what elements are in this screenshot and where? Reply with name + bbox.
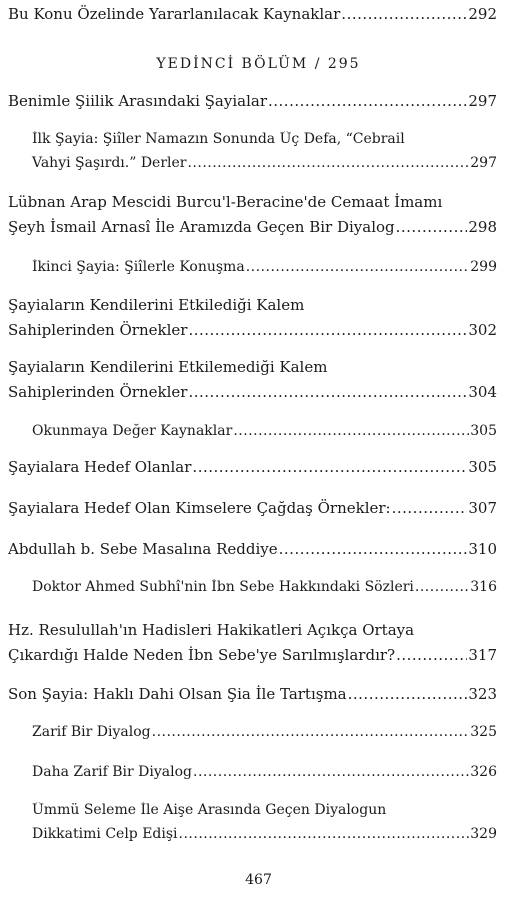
toc-entry [0, 5, 517, 27]
toc-entry [0, 540, 517, 562]
toc-entry [0, 423, 517, 445]
leader-dots [188, 383, 467, 401]
leader-dots [341, 5, 467, 23]
toc-entry [0, 458, 517, 480]
toc-entry [0, 621, 517, 668]
toc-entry [0, 131, 517, 177]
entry-title: Bu Konu Özelinde Yararlanılacak Kaynaklar [8, 5, 341, 23]
leader-dots [193, 764, 469, 780]
entry-title: Hz. Resulullah'ın Hadisleri Hakikatleri Açıkça Ortaya [8, 621, 415, 639]
leader-dots [268, 92, 467, 110]
toc-entry [0, 499, 517, 521]
entry-page: 302 [468, 321, 497, 339]
entry-title: İkinci Şayia: Şiîlerle Konuşma [32, 259, 245, 275]
entry-page: 329 [470, 826, 497, 842]
entry-title-continued: Sahiplerinden Örnekler [8, 321, 188, 339]
leader-dots [152, 724, 470, 740]
toc-entry [0, 579, 517, 601]
leader-dots [179, 826, 470, 842]
leader-dots [187, 155, 469, 171]
leader-dots [279, 540, 468, 558]
entry-page: 297 [470, 155, 497, 171]
entry-page: 317 [468, 646, 497, 664]
leader-dots [348, 685, 468, 703]
entry-title: Zarif Bir Diyalog [32, 724, 151, 740]
entry-title: Son Şayia: Haklı Dahi Olsan Şia İle Tartışma [8, 685, 347, 703]
toc-entry [0, 724, 517, 746]
entry-title: Şayialara Hedef Olanlar [8, 458, 192, 476]
entry-title: Şayialara Hedef Olan Kimselere Çağdaş Örnekler: [8, 499, 391, 517]
toc-entry [0, 685, 517, 707]
toc-entry [0, 296, 517, 343]
leader-dots [188, 321, 467, 339]
toc-entry [0, 358, 517, 405]
entry-page: 297 [468, 92, 497, 110]
entry-page: 298 [468, 218, 497, 236]
toc-entry [0, 764, 517, 786]
entry-title: Abdullah b. Sebe Masalına Reddiye [8, 540, 278, 558]
chapter-heading: YEDİNCİ BÖLÜM / 295 [156, 56, 361, 72]
leader-dots [396, 646, 467, 664]
entry-page: 292 [468, 5, 497, 23]
entry-page: 326 [470, 764, 497, 780]
entry-title-continued: Sahiplerinden Örnekler [8, 383, 188, 401]
entry-page: 305 [468, 458, 497, 476]
entry-title: İlk Şayia: Şiîler Namazın Sonunda Üç Defa, “Cebrail [32, 131, 405, 147]
entry-page: 310 [468, 540, 497, 558]
entry-page: 307 [468, 499, 497, 517]
toc-entry [0, 802, 517, 848]
entry-title-continued: Vahyi Şaşırdı.” Derler [32, 155, 187, 171]
entry-page: 304 [468, 383, 497, 401]
entry-title: Lübnan Arap Mescidi Burcu'l-Beracine'de Cemaat İmamı [8, 193, 443, 211]
entry-title: Daha Zarif Bir Diyalog [32, 764, 192, 780]
entry-title: Doktor Ahmed Subhî'nin İbn Sebe Hakkındaki Sözleri [32, 579, 414, 595]
page-number: 467 [245, 872, 272, 888]
entry-title: Şayiaların Kendilerini Etkilemediği Kalem [8, 358, 328, 376]
entry-title: Ümmü Seleme İle Aişe Arasında Geçen Diyalogun [32, 802, 387, 818]
toc-entry [0, 92, 517, 114]
leader-dots [233, 423, 469, 439]
entry-title-continued: Dikkatimi Celp Edişi [32, 826, 178, 842]
entry-page: 323 [468, 685, 497, 703]
leader-dots [396, 218, 468, 236]
leader-dots [192, 458, 467, 476]
entry-title-continued: Çıkardığı Halde Neden İbn Sebe'ye Sarılmışlardır? [8, 646, 396, 664]
entry-page: 316 [470, 579, 497, 595]
entry-page: 305 [470, 423, 497, 439]
entry-title: Okunmaya Değer Kaynaklar [32, 423, 233, 439]
leader-dots [415, 579, 469, 595]
entry-title: Benimle Şiilik Arasındaki Şayialar [8, 92, 267, 110]
leader-dots [392, 499, 468, 517]
entry-page: 299 [470, 259, 497, 275]
entry-title-continued: Şeyh İsmail Arnasî İle Aramızda Geçen Bir Diyalog [8, 218, 395, 236]
entry-title: Şayiaların Kendilerini Etkilediği Kalem [8, 296, 305, 314]
toc-entry [0, 259, 517, 281]
toc-entry [0, 193, 517, 240]
entry-page: 325 [470, 724, 497, 740]
leader-dots [246, 259, 470, 275]
